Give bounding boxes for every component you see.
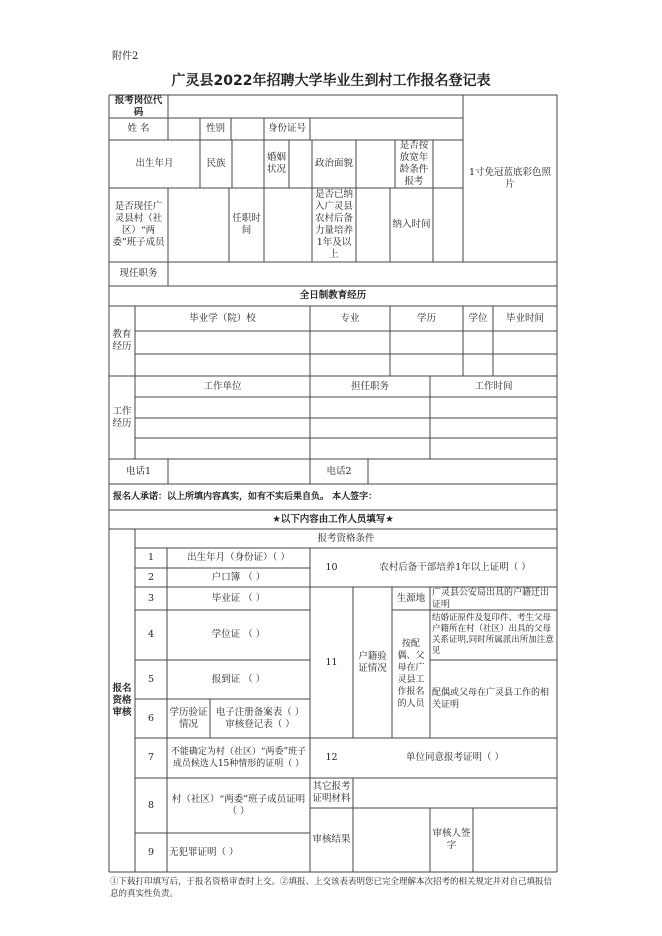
photo-placeholder: 1寸免冠蓝底彩色照片 — [468, 166, 552, 190]
village-member-label: 是否现任广灵县村（社区）“两委”班子成员 — [112, 201, 165, 248]
item-6-number: 6 — [147, 712, 155, 724]
tenure-label: 任职时间 — [232, 213, 261, 236]
edu-header-major: 专业 — [340, 312, 360, 324]
attachment-label: 附件2 — [112, 51, 139, 62]
pledge-statement: 报名人承诺：以上所填内容真实，如有不实后果自负。 本人签字： — [113, 492, 378, 502]
item-4-number: 4 — [147, 629, 155, 640]
item-9-number: 9 — [147, 846, 155, 858]
item-7-number: 7 — [147, 752, 155, 763]
work-header-position: 担任职务 — [350, 380, 389, 392]
item-3-number: 3 — [147, 592, 155, 604]
item-3-text: 毕业证 （ ） — [211, 592, 266, 604]
work-header-unit: 工作单位 — [203, 380, 242, 392]
birth-label: 出生年月 — [135, 158, 174, 169]
item-9-text: 无犯罪证明（ ） — [169, 846, 239, 858]
conditions-title: 报考资格条件 — [317, 532, 375, 544]
spouse-text-1: 结婚证原件及复印件、考生父母户籍所在村（社区）出具的父母关系证明,同时所属派出所加注意见 — [432, 613, 554, 656]
name-label: 姓 名 — [127, 123, 150, 134]
item-12-number: 12 — [325, 752, 338, 763]
qualification-review-side-label: 报名资格审核 — [112, 682, 132, 718]
work-side-label: 工作经历 — [112, 405, 132, 429]
staff-section-title: ★以下内容由工作人员填写★ — [272, 513, 394, 525]
spouse-parents-label: 按配偶、父母在广灵县工作报名的人员 — [397, 639, 425, 709]
review-result-label: 审核结果 — [312, 834, 351, 845]
reserve-force-label: 是否已纳入广灵县农村后备力量培养1年及以上 — [314, 189, 353, 260]
marital-label: 婚姻状况 — [266, 152, 286, 175]
item-5-number: 5 — [147, 673, 155, 685]
item-7-text: 不能确定为村（社区）“两委”班子成员候选人15种情形的证明（ ） — [170, 747, 307, 769]
join-time-label: 纳入时间 — [392, 219, 431, 230]
item-1-number: 1 — [147, 552, 155, 563]
item-1-text: 出生年月（身份证）（ ） — [187, 552, 290, 563]
item-6-text: 电子注册备案表（ ）审核登记表（ ） — [215, 706, 305, 730]
political-label: 政治面貌 — [314, 158, 353, 169]
id-number-label: 身份证号 — [267, 123, 306, 134]
gender-label: 性别 — [205, 123, 225, 134]
spouse-text-2: 配偶或父母在广灵县工作的相关证明 — [432, 688, 550, 710]
other-materials-label: 其它报考证明材料 — [312, 781, 351, 804]
item-8-number: 8 — [147, 799, 155, 811]
work-header-time: 工作时间 — [474, 380, 513, 392]
item-6-sublabel: 学历验证情况 — [169, 706, 208, 730]
item-5-text: 报到证 （ ） — [211, 673, 266, 685]
position-code-label: 报考岗位代码 — [114, 95, 163, 118]
edu-header-degree-level: 学历 — [416, 312, 436, 324]
form-title: 广灵县2022年招聘大学毕业生到村工作报名登记表 — [171, 73, 491, 89]
ethnicity-label: 民族 — [206, 158, 226, 169]
reviewer-signature-label: 审核人签字 — [432, 828, 471, 851]
edu-header-school: 毕业学（院）校 — [189, 312, 256, 324]
origin-text: 广灵县公安局出具的户籍迁出证明 — [432, 587, 550, 610]
education-side-label: 教育经历 — [112, 329, 132, 352]
item-8-text: 村（社区）“两委”班子成员证明（ ） — [171, 793, 306, 817]
item-2-text: 户口簿 （ ） — [211, 571, 266, 583]
item-10-number: 10 — [325, 561, 338, 573]
item-11-number: 11 — [325, 656, 338, 668]
edu-header-grad-time: 毕业时间 — [505, 312, 544, 324]
item-11-label: 户籍验证情况 — [358, 650, 387, 674]
item-10-text: 农村后备干部培养1年以上证明（ ） — [379, 561, 531, 573]
item-4-text: 学位证 （ ） — [211, 629, 266, 640]
origin-label: 生源地 — [396, 592, 426, 604]
item-12-text: 单位同意报考证明（ ） — [405, 752, 505, 763]
current-job-label: 现任职务 — [119, 268, 158, 279]
relaxed-age-label: 是否按放宽年龄条件报考 — [399, 140, 429, 187]
footnote: ①下载打印填写后，于报名资格审查时上交。②填报、上交该表表明您已完全理解本次招考的相关规定并对自己填报信息的真实性负责。 — [110, 877, 553, 899]
education-section-title: 全日制教育经历 — [299, 290, 367, 301]
phone2-label: 电话2 — [326, 465, 352, 477]
item-2-number: 2 — [147, 571, 155, 583]
phone1-label: 电话1 — [125, 465, 152, 477]
edu-header-degree: 学位 — [468, 312, 488, 324]
